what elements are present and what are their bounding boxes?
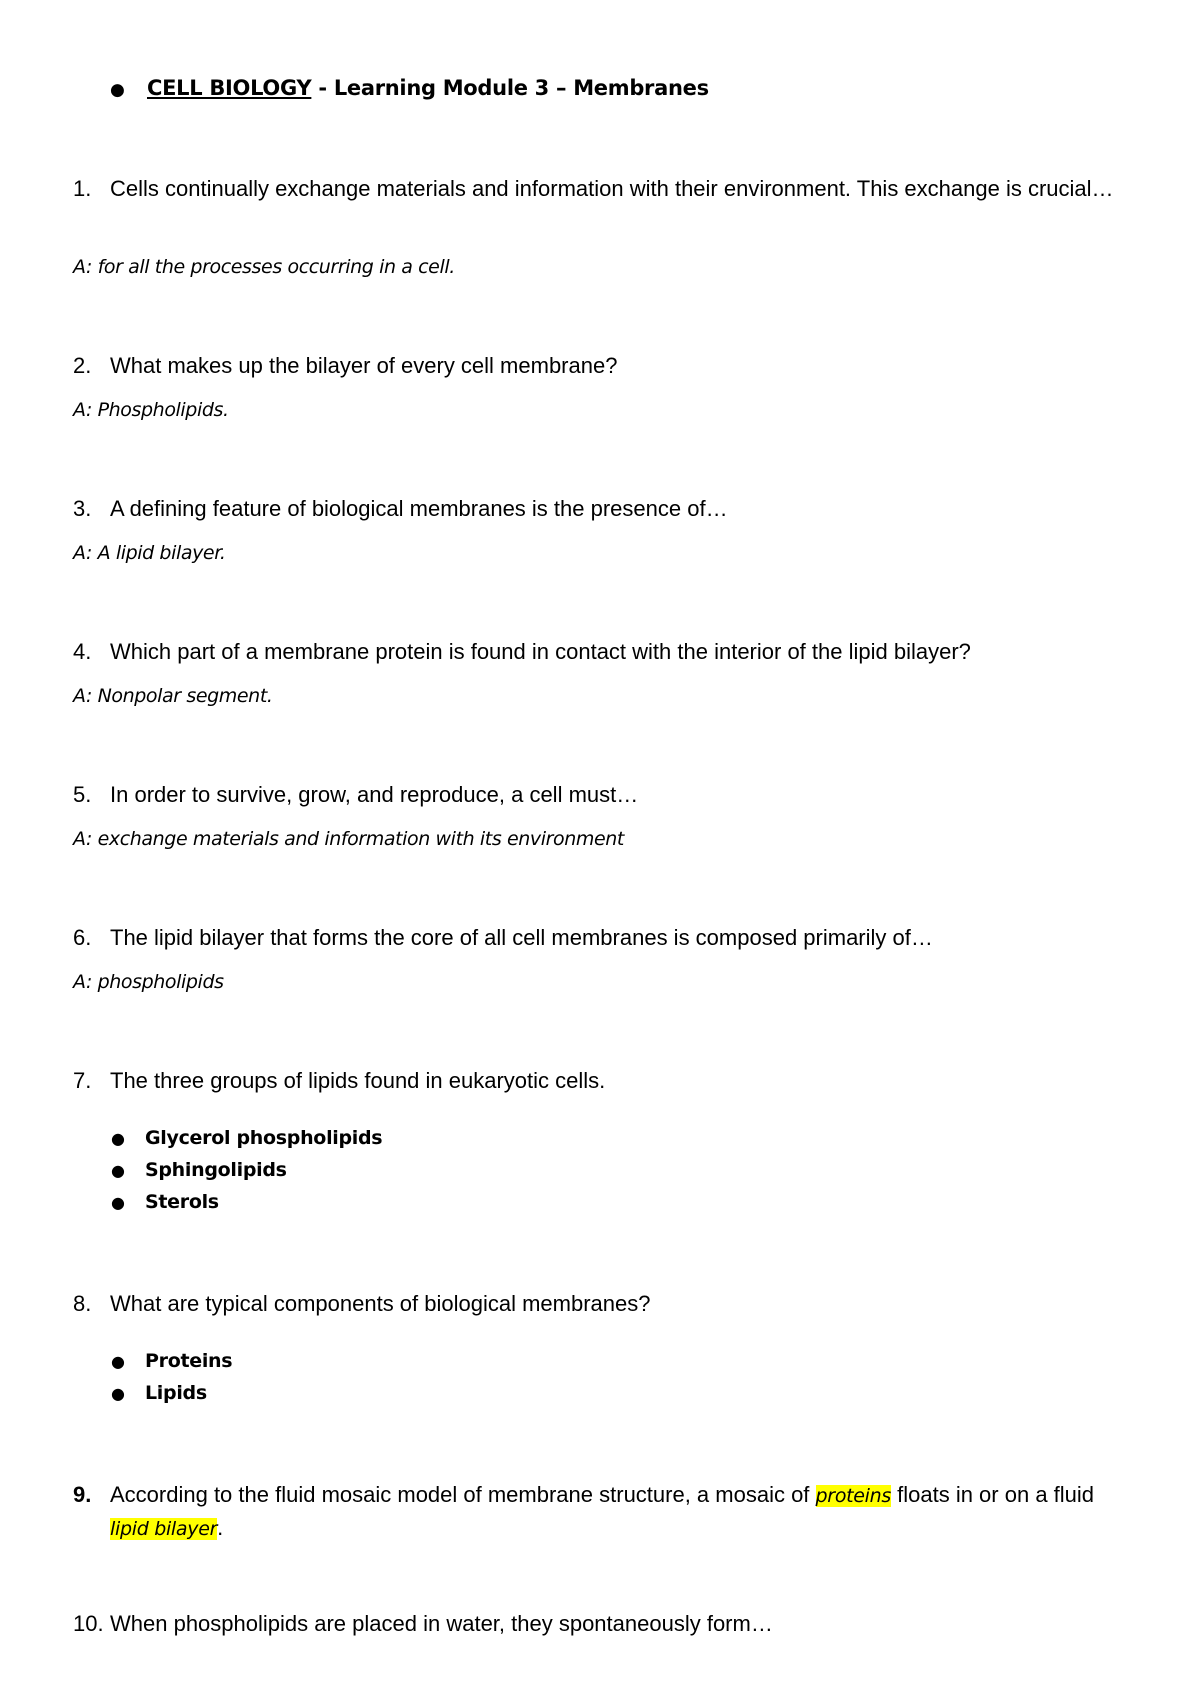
question-5 <box>73 779 1133 810</box>
list-item-label: Lipids <box>145 1382 207 1404</box>
bullet-dot-icon: ● <box>111 1384 125 1403</box>
question-7 <box>73 1065 1133 1096</box>
highlighted-term: lipid bilayer <box>110 1518 218 1540</box>
question-text: In order to survive, grow, and reproduce, a cell must… <box>110 782 639 807</box>
list-item <box>111 1382 207 1404</box>
list-item-label: Sphingolipids <box>145 1159 287 1181</box>
list-item <box>111 1159 287 1181</box>
question-text: The lipid bilayer that forms the core of all cell membranes is composed primarily of… <box>110 925 933 950</box>
question-3 <box>73 493 1133 524</box>
list-item <box>111 1127 382 1149</box>
question-number: 4. <box>73 639 92 664</box>
question-number: 6. <box>73 925 92 950</box>
question-text-part: floats in or on a fluid <box>891 1482 1095 1507</box>
question-text: What are typical components of biological membranes? <box>110 1291 651 1316</box>
answer-2: A: Phospholipids. <box>73 399 229 421</box>
answer-3: A: A lipid bilayer. <box>73 542 226 564</box>
question-1 <box>73 173 1133 204</box>
question-number: 3. <box>73 496 92 521</box>
question-2 <box>73 350 1133 381</box>
title-bullet-icon: ● <box>110 80 125 100</box>
question-text: What makes up the bilayer of every cell membrane? <box>110 353 618 378</box>
question-text: Which part of a membrane protein is found in contact with the interior of the lipid bilayer? <box>110 639 971 664</box>
question-text-part: According to the fluid mosaic model of membrane structure, a mosaic of <box>110 1482 816 1507</box>
question-10 <box>73 1608 1133 1639</box>
list-item <box>111 1350 232 1372</box>
bullet-dot-icon: ● <box>111 1352 125 1371</box>
question-text: The three groups of lipids found in eukaryotic cells. <box>110 1068 606 1093</box>
question-number: 1. <box>73 176 92 201</box>
question-8 <box>73 1288 1133 1319</box>
question-6 <box>73 922 1133 953</box>
question-9 <box>73 1479 1133 1545</box>
list-item <box>111 1191 219 1213</box>
question-text: When phospholipids are placed in water, they spontaneously form… <box>110 1611 773 1636</box>
question-text-part: . <box>217 1515 224 1540</box>
question-number: 10. <box>73 1611 104 1636</box>
bullet-dot-icon: ● <box>111 1161 125 1180</box>
answer-5: A: exchange materials and information with its environment <box>73 828 624 850</box>
list-item-label: Sterols <box>145 1191 219 1213</box>
bullet-dot-icon: ● <box>111 1193 125 1212</box>
page-title <box>147 76 709 100</box>
answer-4: A: Nonpolar segment. <box>73 685 273 707</box>
list-item-label: Proteins <box>145 1350 233 1372</box>
question-text: A defining feature of biological membranes is the presence of… <box>110 496 728 521</box>
answer-6: A: phospholipids <box>73 971 224 993</box>
answer-1: A: for all the processes occurring in a cell. <box>73 256 455 278</box>
question-number: 5. <box>73 782 92 807</box>
highlighted-term: proteins <box>815 1485 892 1507</box>
question-text <box>110 1479 1133 1545</box>
question-number: 9. <box>73 1482 92 1507</box>
question-text: Cells continually exchange materials and information with their environment. This exchange is crucial… <box>110 176 1114 201</box>
list-item-label: Glycerol phospholipids <box>145 1127 383 1149</box>
question-number: 2. <box>73 353 92 378</box>
title-subject: CELL BIOLOGY <box>147 76 312 100</box>
title-rest: - Learning Module 3 – Membranes <box>311 76 709 100</box>
bullet-dot-icon: ● <box>111 1129 125 1148</box>
question-4 <box>73 636 1133 667</box>
question-number: 8. <box>73 1291 92 1316</box>
question-number: 7. <box>73 1068 92 1093</box>
